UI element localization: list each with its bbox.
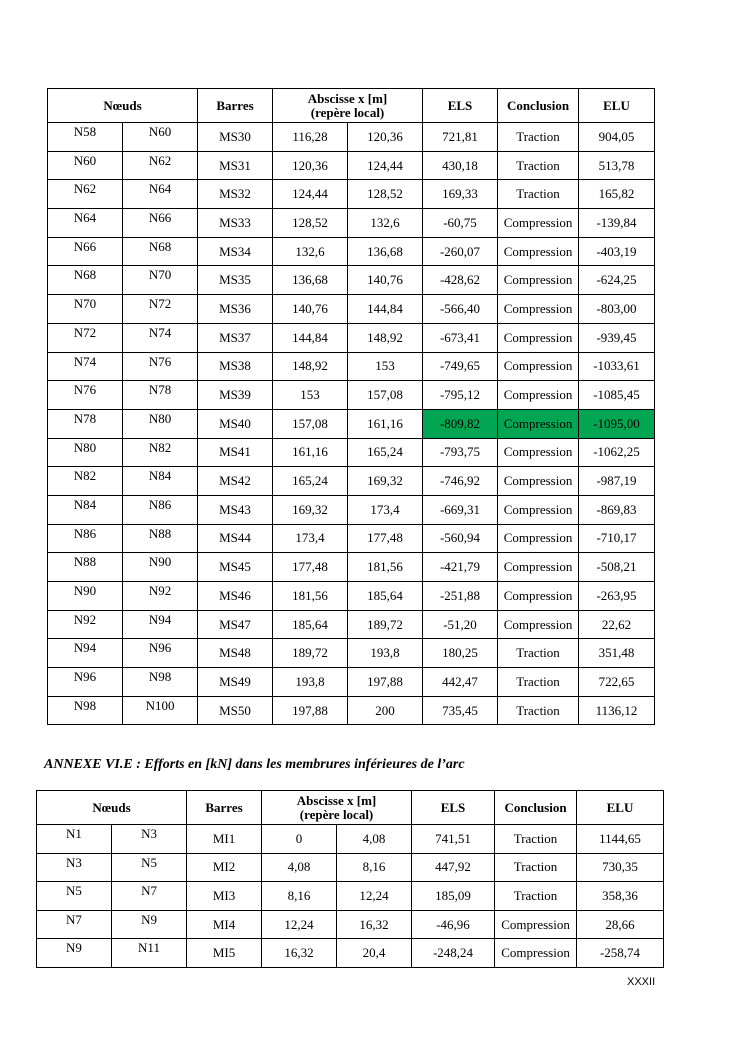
bar-cell: MS31 xyxy=(198,151,273,180)
bar-cell: MS41 xyxy=(198,438,273,467)
abscissa-start-cell: 124,44 xyxy=(273,180,348,209)
node-start-cell: N94 xyxy=(48,639,123,668)
abscissa-start-cell: 4,08 xyxy=(262,853,337,882)
node-start-cell: N76 xyxy=(48,381,123,410)
elu-cell: -258,74 xyxy=(577,939,664,968)
els-cell: 180,25 xyxy=(423,639,498,668)
bar-cell: MS49 xyxy=(198,668,273,697)
els-cell: -673,41 xyxy=(423,323,498,352)
conclusion-cell: Compression xyxy=(498,495,579,524)
table-row xyxy=(48,553,655,582)
abscissa-start-cell: 197,88 xyxy=(273,696,348,725)
conclusion-cell: Compression xyxy=(498,237,579,266)
header-abscisse-line1: Abscisse x [m] xyxy=(296,792,377,808)
abscissa-end-cell: 16,32 xyxy=(337,910,412,939)
abscissa-end-cell: 148,92 xyxy=(348,323,423,352)
els-cell: -749,65 xyxy=(423,352,498,381)
els-cell: 442,47 xyxy=(423,668,498,697)
abscissa-start-cell: 12,24 xyxy=(262,910,337,939)
header-abscisse-line2: (repère local) xyxy=(310,104,385,120)
abscissa-start-cell: 165,24 xyxy=(273,467,348,496)
node-end-cell: N74 xyxy=(123,323,198,352)
abscissa-start-cell: 16,32 xyxy=(262,939,337,968)
abscissa-end-cell: 157,08 xyxy=(348,381,423,410)
header-noeuds: Nœuds xyxy=(37,791,187,825)
node-end-cell: N96 xyxy=(123,639,198,668)
abscissa-start-cell: 128,52 xyxy=(273,209,348,238)
els-cell: -795,12 xyxy=(423,381,498,410)
bar-cell: MI4 xyxy=(187,910,262,939)
conclusion-cell: Traction xyxy=(495,825,577,854)
table-row xyxy=(48,352,655,381)
node-start-cell: N1 xyxy=(37,825,112,854)
elu-cell: -624,25 xyxy=(579,266,655,295)
node-end-cell: N62 xyxy=(123,151,198,180)
abscissa-end-cell: 161,16 xyxy=(348,409,423,438)
els-cell: -421,79 xyxy=(423,553,498,582)
header-abscisse-line2: (repère local) xyxy=(299,806,374,822)
table-header-row xyxy=(48,89,655,123)
els-cell: -46,96 xyxy=(412,910,495,939)
els-cell: 741,51 xyxy=(412,825,495,854)
node-end-cell: N64 xyxy=(123,180,198,209)
abscissa-start-cell: 181,56 xyxy=(273,582,348,611)
els-cell: 430,18 xyxy=(423,151,498,180)
bar-cell: MI2 xyxy=(187,853,262,882)
els-cell: -51,20 xyxy=(423,610,498,639)
elu-cell: 22,62 xyxy=(579,610,655,639)
abscissa-end-cell: 8,16 xyxy=(337,853,412,882)
table-row xyxy=(48,495,655,524)
elu-cell: 165,82 xyxy=(579,180,655,209)
conclusion-cell: Traction xyxy=(498,696,579,725)
bar-cell: MS50 xyxy=(198,696,273,725)
bar-cell: MS36 xyxy=(198,295,273,324)
node-start-cell: N3 xyxy=(37,853,112,882)
table-row xyxy=(48,696,655,725)
bar-cell: MS45 xyxy=(198,553,273,582)
bar-cell: MS40 xyxy=(198,409,273,438)
node-end-cell: N90 xyxy=(123,553,198,582)
conclusion-cell: Compression xyxy=(498,352,579,381)
node-end-cell: N88 xyxy=(123,524,198,553)
elu-cell: -803,00 xyxy=(579,295,655,324)
upper-chords-body xyxy=(48,123,655,725)
node-end-cell: N66 xyxy=(123,209,198,238)
header-abscisse xyxy=(273,89,423,123)
node-end-cell: N82 xyxy=(123,438,198,467)
node-end-cell: N92 xyxy=(123,582,198,611)
header-abscisse-line1: Abscisse x [m] xyxy=(307,90,388,106)
bar-cell: MS46 xyxy=(198,582,273,611)
abscissa-end-cell: 169,32 xyxy=(348,467,423,496)
bar-cell: MS47 xyxy=(198,610,273,639)
abscissa-start-cell: 116,28 xyxy=(273,123,348,152)
node-start-cell: N88 xyxy=(48,553,123,582)
page-number: XXXII xyxy=(627,976,656,988)
abscissa-end-cell: 153 xyxy=(348,352,423,381)
abscissa-end-cell: 128,52 xyxy=(348,180,423,209)
node-start-cell: N86 xyxy=(48,524,123,553)
node-start-cell: N72 xyxy=(48,323,123,352)
table-row xyxy=(48,438,655,467)
conclusion-cell: Compression xyxy=(498,610,579,639)
elu-cell: -403,19 xyxy=(579,237,655,266)
bar-cell: MS32 xyxy=(198,180,273,209)
conclusion-cell: Traction xyxy=(498,151,579,180)
bar-cell: MS33 xyxy=(198,209,273,238)
conclusion-cell: Compression xyxy=(495,939,577,968)
abscissa-start-cell: 157,08 xyxy=(273,409,348,438)
els-cell: -746,92 xyxy=(423,467,498,496)
els-cell: -428,62 xyxy=(423,266,498,295)
elu-cell: -508,21 xyxy=(579,553,655,582)
conclusion-cell: Compression xyxy=(498,438,579,467)
elu-cell: -1062,25 xyxy=(579,438,655,467)
abscissa-end-cell: 144,84 xyxy=(348,295,423,324)
abscissa-start-cell: 148,92 xyxy=(273,352,348,381)
conclusion-cell: Traction xyxy=(498,180,579,209)
annex-title: ANNEXE VI.E : Efforts en [kN] dans les membrures inférieures de l’arc xyxy=(44,757,465,772)
header-conclusion: Conclusion xyxy=(495,791,577,825)
abscissa-start-cell: 193,8 xyxy=(273,668,348,697)
node-end-cell: N100 xyxy=(123,696,198,725)
node-end-cell: N68 xyxy=(123,237,198,266)
bar-cell: MI1 xyxy=(187,825,262,854)
abscissa-end-cell: 165,24 xyxy=(348,438,423,467)
node-start-cell: N70 xyxy=(48,295,123,324)
node-start-cell: N66 xyxy=(48,237,123,266)
abscissa-start-cell: 169,32 xyxy=(273,495,348,524)
abscissa-end-cell: 20,4 xyxy=(337,939,412,968)
header-barres: Barres xyxy=(187,791,262,825)
els-cell: 447,92 xyxy=(412,853,495,882)
elu-cell: -1085,45 xyxy=(579,381,655,410)
els-cell: 185,09 xyxy=(412,882,495,911)
elu-cell: 513,78 xyxy=(579,151,655,180)
header-barres: Barres xyxy=(198,89,273,123)
bar-cell: MS43 xyxy=(198,495,273,524)
elu-cell: -710,17 xyxy=(579,524,655,553)
table-header-row xyxy=(37,791,664,825)
bar-cell: MS37 xyxy=(198,323,273,352)
bar-cell: MS34 xyxy=(198,237,273,266)
elu-cell: 28,66 xyxy=(577,910,664,939)
elu-cell: -987,19 xyxy=(579,467,655,496)
node-start-cell: N96 xyxy=(48,668,123,697)
upper-chords-table xyxy=(47,88,655,725)
elu-cell: 1144,65 xyxy=(577,825,664,854)
table-row xyxy=(37,853,664,882)
abscissa-end-cell: 140,76 xyxy=(348,266,423,295)
table-row xyxy=(48,237,655,266)
els-cell: -60,75 xyxy=(423,209,498,238)
elu-cell: 351,48 xyxy=(579,639,655,668)
node-start-cell: N64 xyxy=(48,209,123,238)
els-cell: -669,31 xyxy=(423,495,498,524)
header-els: ELS xyxy=(412,791,495,825)
table-row xyxy=(48,409,655,438)
node-start-cell: N9 xyxy=(37,939,112,968)
conclusion-cell: Traction xyxy=(498,123,579,152)
node-end-cell: N76 xyxy=(123,352,198,381)
node-end-cell: N7 xyxy=(112,882,187,911)
els-cell: -809,82 xyxy=(423,409,498,438)
els-cell: -248,24 xyxy=(412,939,495,968)
els-cell: -560,94 xyxy=(423,524,498,553)
abscissa-start-cell: 177,48 xyxy=(273,553,348,582)
abscissa-start-cell: 161,16 xyxy=(273,438,348,467)
node-end-cell: N60 xyxy=(123,123,198,152)
conclusion-cell: Traction xyxy=(498,639,579,668)
elu-cell: 358,36 xyxy=(577,882,664,911)
node-start-cell: N7 xyxy=(37,910,112,939)
abscissa-start-cell: 144,84 xyxy=(273,323,348,352)
conclusion-cell: Compression xyxy=(498,553,579,582)
abscissa-end-cell: 181,56 xyxy=(348,553,423,582)
elu-cell: -139,84 xyxy=(579,209,655,238)
header-conclusion: Conclusion xyxy=(498,89,579,123)
abscissa-end-cell: 185,64 xyxy=(348,582,423,611)
table-row xyxy=(48,323,655,352)
abscissa-end-cell: 132,6 xyxy=(348,209,423,238)
elu-cell: 904,05 xyxy=(579,123,655,152)
node-end-cell: N94 xyxy=(123,610,198,639)
abscissa-end-cell: 173,4 xyxy=(348,495,423,524)
abscissa-start-cell: 0 xyxy=(262,825,337,854)
node-start-cell: N82 xyxy=(48,467,123,496)
els-cell: -566,40 xyxy=(423,295,498,324)
node-end-cell: N86 xyxy=(123,495,198,524)
abscissa-start-cell: 185,64 xyxy=(273,610,348,639)
abscissa-end-cell: 124,44 xyxy=(348,151,423,180)
node-end-cell: N80 xyxy=(123,409,198,438)
node-end-cell: N3 xyxy=(112,825,187,854)
node-end-cell: N9 xyxy=(112,910,187,939)
abscissa-end-cell: 200 xyxy=(348,696,423,725)
conclusion-cell: Compression xyxy=(498,295,579,324)
conclusion-cell: Compression xyxy=(498,582,579,611)
conclusion-cell: Compression xyxy=(498,409,579,438)
table-row xyxy=(48,180,655,209)
elu-cell: -263,95 xyxy=(579,582,655,611)
bar-cell: MS35 xyxy=(198,266,273,295)
abscissa-start-cell: 140,76 xyxy=(273,295,348,324)
elu-cell: -1095,00 xyxy=(579,409,655,438)
els-cell: -793,75 xyxy=(423,438,498,467)
elu-cell: 722,65 xyxy=(579,668,655,697)
node-end-cell: N11 xyxy=(112,939,187,968)
els-cell: -251,88 xyxy=(423,582,498,611)
header-elu: ELU xyxy=(579,89,655,123)
abscissa-start-cell: 132,6 xyxy=(273,237,348,266)
table-row xyxy=(48,668,655,697)
conclusion-cell: Compression xyxy=(498,524,579,553)
header-noeuds: Nœuds xyxy=(48,89,198,123)
table-row xyxy=(48,295,655,324)
abscissa-start-cell: 120,36 xyxy=(273,151,348,180)
table-row xyxy=(48,381,655,410)
conclusion-cell: Compression xyxy=(498,323,579,352)
table-row xyxy=(48,209,655,238)
node-start-cell: N92 xyxy=(48,610,123,639)
node-end-cell: N5 xyxy=(112,853,187,882)
bar-cell: MS42 xyxy=(198,467,273,496)
table-row xyxy=(48,639,655,668)
lower-chords-table xyxy=(36,790,664,968)
node-end-cell: N70 xyxy=(123,266,198,295)
bar-cell: MI3 xyxy=(187,882,262,911)
conclusion-cell: Traction xyxy=(495,882,577,911)
elu-cell: -869,83 xyxy=(579,495,655,524)
node-start-cell: N58 xyxy=(48,123,123,152)
table-row xyxy=(48,524,655,553)
node-start-cell: N60 xyxy=(48,151,123,180)
abscissa-end-cell: 193,8 xyxy=(348,639,423,668)
bar-cell: MI5 xyxy=(187,939,262,968)
node-start-cell: N80 xyxy=(48,438,123,467)
abscissa-end-cell: 4,08 xyxy=(337,825,412,854)
conclusion-cell: Traction xyxy=(495,853,577,882)
abscissa-end-cell: 12,24 xyxy=(337,882,412,911)
table-row xyxy=(48,266,655,295)
abscissa-start-cell: 189,72 xyxy=(273,639,348,668)
abscissa-start-cell: 136,68 xyxy=(273,266,348,295)
node-start-cell: N98 xyxy=(48,696,123,725)
lower-chords-body xyxy=(37,825,664,968)
conclusion-cell: Compression xyxy=(498,266,579,295)
node-start-cell: N78 xyxy=(48,409,123,438)
node-end-cell: N98 xyxy=(123,668,198,697)
table-row xyxy=(48,123,655,152)
abscissa-end-cell: 189,72 xyxy=(348,610,423,639)
elu-cell: 1136,12 xyxy=(579,696,655,725)
header-abscisse xyxy=(262,791,412,825)
els-cell: 735,45 xyxy=(423,696,498,725)
abscissa-end-cell: 197,88 xyxy=(348,668,423,697)
table-row xyxy=(48,610,655,639)
bar-cell: MS39 xyxy=(198,381,273,410)
node-start-cell: N74 xyxy=(48,352,123,381)
abscissa-start-cell: 173,4 xyxy=(273,524,348,553)
table-row xyxy=(37,825,664,854)
node-end-cell: N72 xyxy=(123,295,198,324)
els-cell: 721,81 xyxy=(423,123,498,152)
node-start-cell: N62 xyxy=(48,180,123,209)
table-row xyxy=(48,151,655,180)
bar-cell: MS38 xyxy=(198,352,273,381)
elu-cell: -1033,61 xyxy=(579,352,655,381)
conclusion-cell: Compression xyxy=(498,467,579,496)
node-end-cell: N78 xyxy=(123,381,198,410)
els-cell: 169,33 xyxy=(423,180,498,209)
table-row xyxy=(37,939,664,968)
node-end-cell: N84 xyxy=(123,467,198,496)
header-els: ELS xyxy=(423,89,498,123)
abscissa-end-cell: 136,68 xyxy=(348,237,423,266)
table-row xyxy=(48,467,655,496)
els-cell: -260,07 xyxy=(423,237,498,266)
bar-cell: MS48 xyxy=(198,639,273,668)
conclusion-cell: Compression xyxy=(495,910,577,939)
abscissa-start-cell: 153 xyxy=(273,381,348,410)
node-start-cell: N90 xyxy=(48,582,123,611)
bar-cell: MS44 xyxy=(198,524,273,553)
node-start-cell: N5 xyxy=(37,882,112,911)
abscissa-end-cell: 177,48 xyxy=(348,524,423,553)
bar-cell: MS30 xyxy=(198,123,273,152)
node-start-cell: N68 xyxy=(48,266,123,295)
table-row xyxy=(37,882,664,911)
conclusion-cell: Compression xyxy=(498,381,579,410)
conclusion-cell: Compression xyxy=(498,209,579,238)
table-row xyxy=(48,582,655,611)
elu-cell: -939,45 xyxy=(579,323,655,352)
conclusion-cell: Traction xyxy=(498,668,579,697)
elu-cell: 730,35 xyxy=(577,853,664,882)
abscissa-end-cell: 120,36 xyxy=(348,123,423,152)
table-row xyxy=(37,910,664,939)
node-start-cell: N84 xyxy=(48,495,123,524)
abscissa-start-cell: 8,16 xyxy=(262,882,337,911)
header-elu: ELU xyxy=(577,791,664,825)
